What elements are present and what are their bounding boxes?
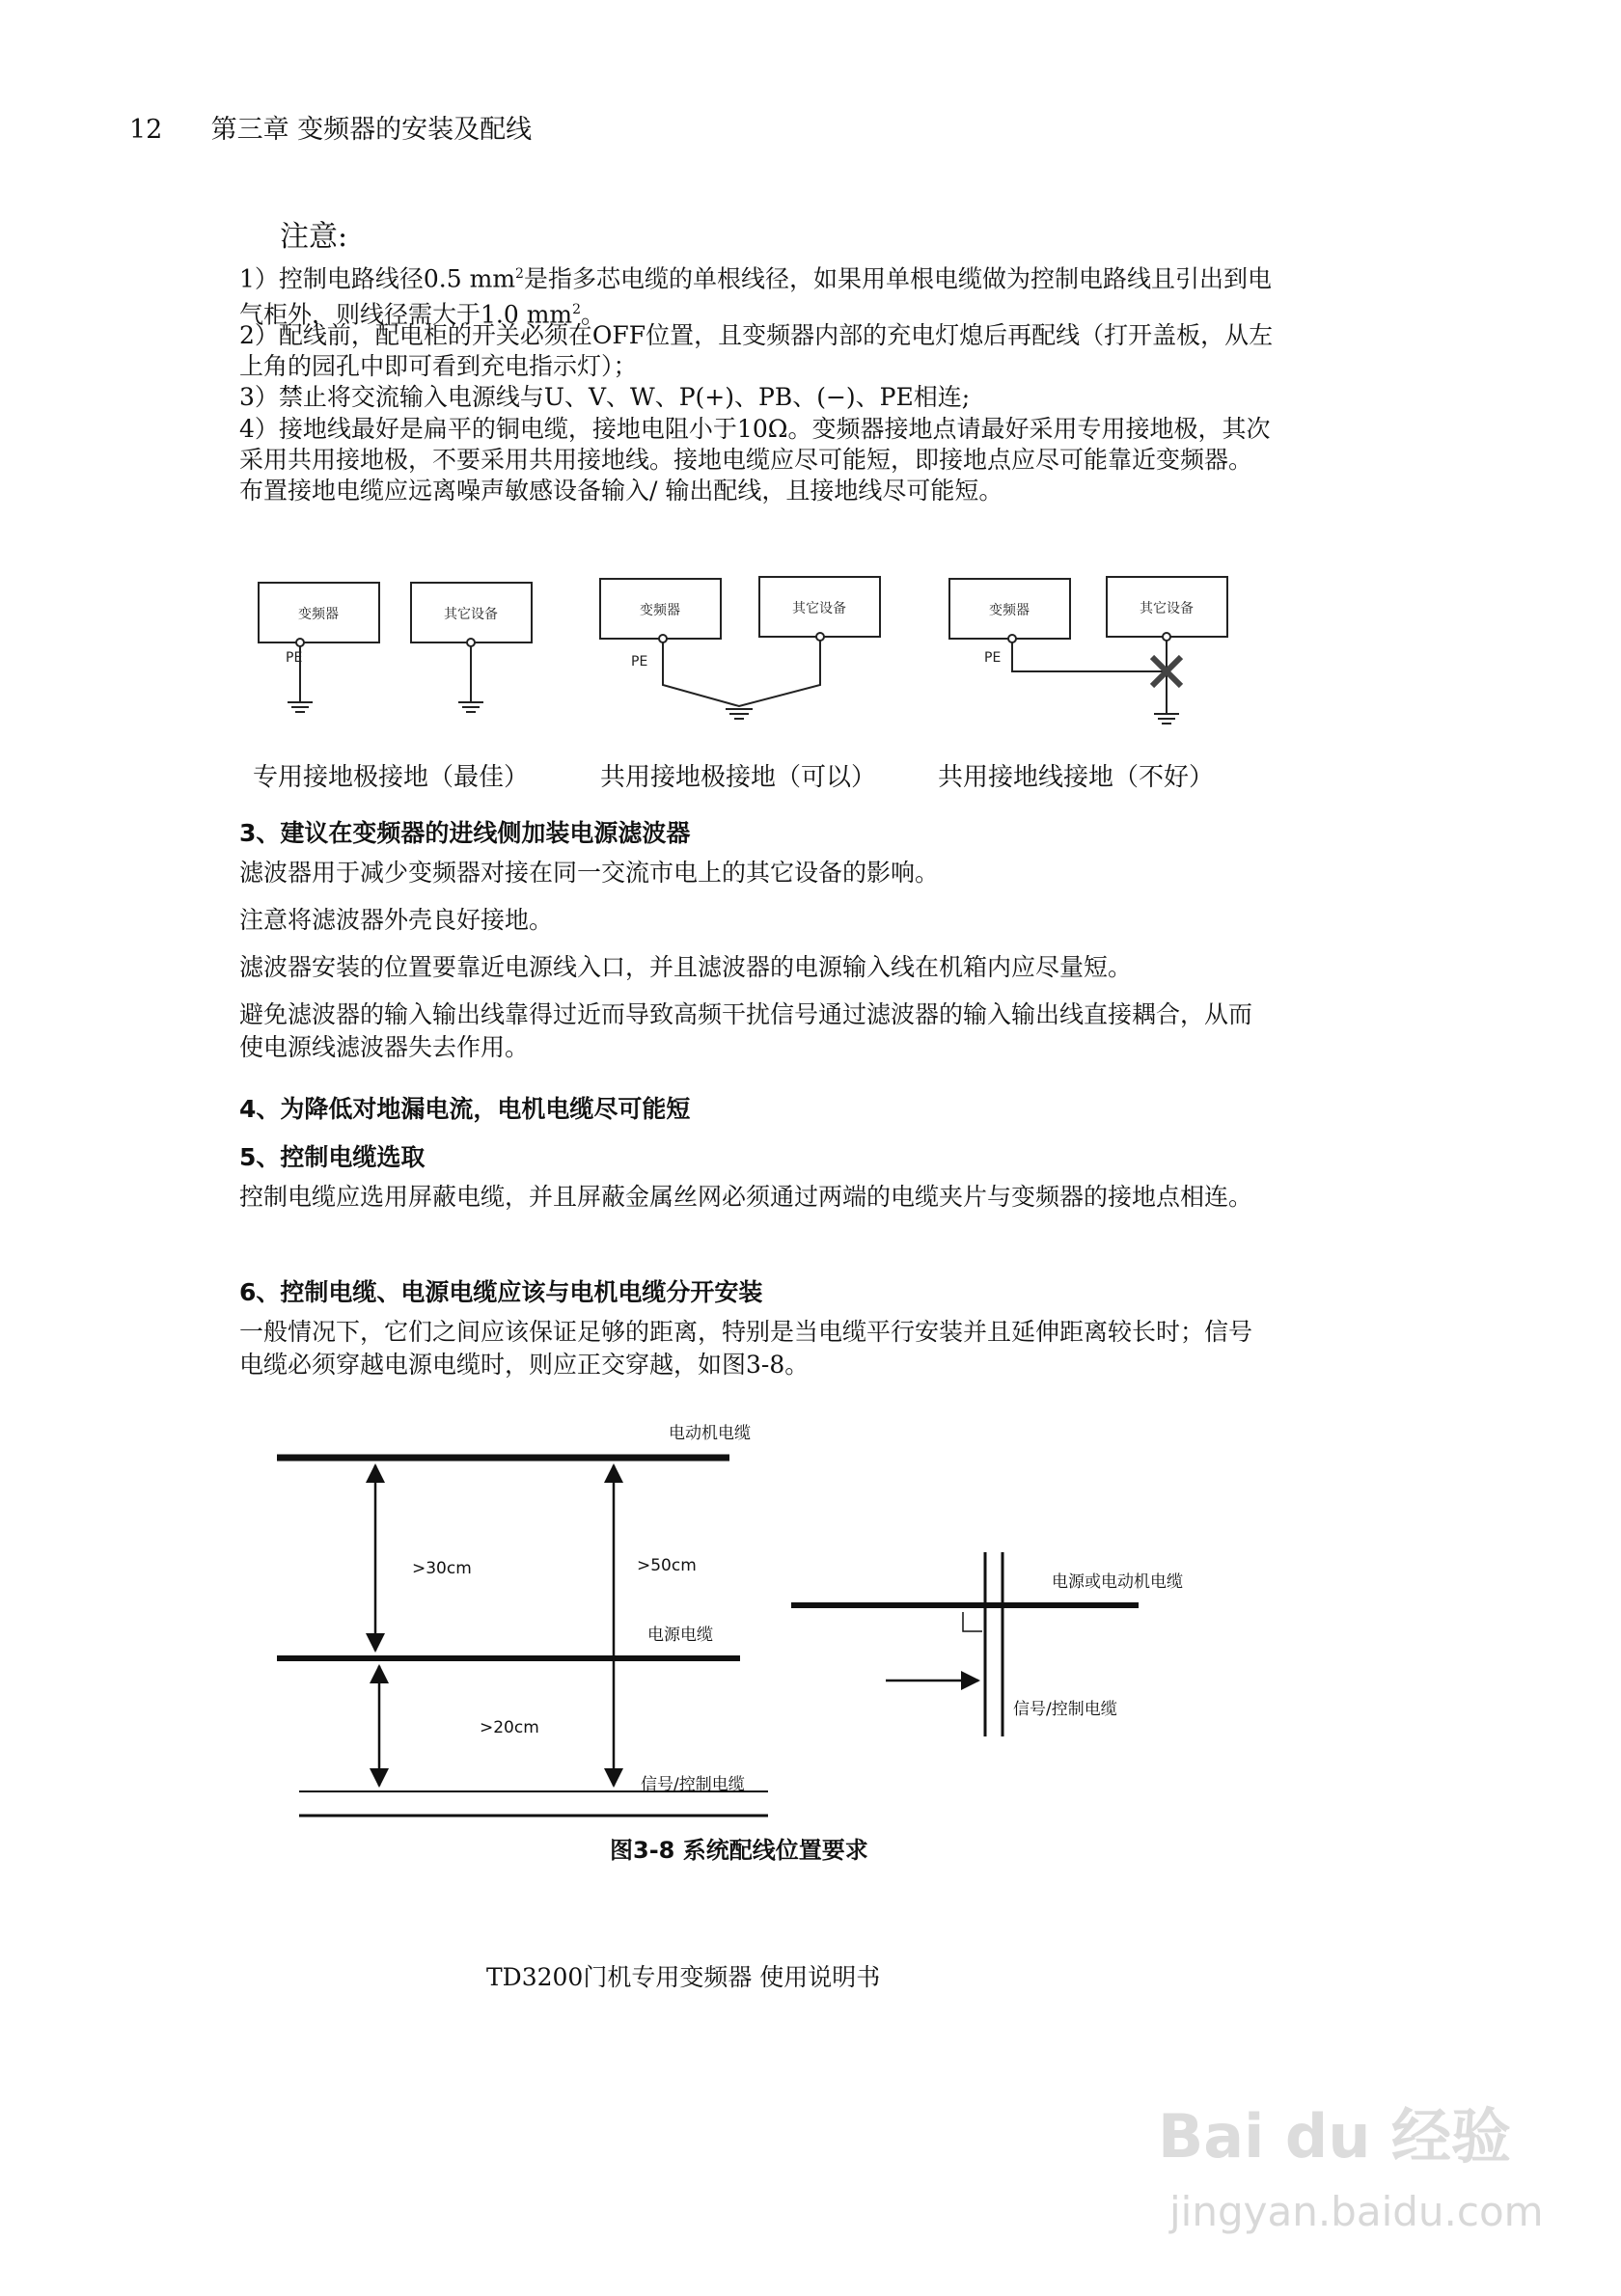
grounding-diagram — [232, 569, 1293, 743]
notice-title: 注意: — [280, 220, 348, 254]
section-5-para-1: 控制电缆应选用屏蔽电缆，并且屏蔽金属丝网必须通过两端的电缆夹片与变频器的接地点相连。 — [239, 1183, 1253, 1211]
grounding-caption-1: 专用接地极接地（最佳） — [253, 763, 530, 792]
section-3-para-3: 滤波器安装的位置要靠近电源线入口，并且滤波器的电源输入线在机箱内应尽量短。 — [239, 953, 1133, 981]
power-or-motor-cable-label: 电源或电动机电缆 — [1052, 1572, 1183, 1592]
pe-label-2: PE — [631, 654, 648, 670]
power-cable-label: 电源电缆 — [647, 1626, 713, 1645]
signal-cable-label: 信号/控制电缆 — [641, 1775, 745, 1794]
pe-label-3: PE — [984, 650, 1002, 666]
notice-item-4: 4）接地线最好是扁平的铜电缆，接地电阻小于10Ω。变频器接地点请最好采用专用接地极，其次采用共用接地极，不要采用共用接地线。接地电缆应尽可能短，即接地点应尽可能靠近变频器。布置接地电缆应远离噪声敏感设备输入/ 输出配线，且接地线尽可能短。 — [239, 415, 1271, 505]
page-number: 12 — [129, 115, 163, 145]
inverter-label-3: 变频器 — [989, 603, 1030, 618]
ground-symbol-1 — [288, 702, 313, 712]
section-3-para-1: 滤波器用于减少变频器对接在同一交流市电上的其它设备的影响。 — [239, 859, 940, 887]
other-label-1: 其它设备 — [444, 607, 498, 622]
signal-cable-right-label: 信号/控制电缆 — [1013, 1700, 1117, 1719]
dist-30-label: >30cm — [412, 1559, 472, 1578]
chapter-title: 第三章 变频器的安装及配线 — [210, 115, 533, 145]
section-3-para-4: 避免滤波器的输入输出线靠得过近而导致高频干扰信号通过滤波器的输入输出线直接耦合，从而使电源线滤波器失去作用。 — [239, 1000, 1253, 1061]
section-6-title: 6、控制电缆、电源电缆应该与电机电缆分开安装 — [239, 1278, 763, 1306]
right-angle-mark — [963, 1612, 982, 1631]
dist-50-label: >50cm — [637, 1556, 697, 1575]
motor-cable-label: 电动机电缆 — [669, 1424, 751, 1443]
watermark-url: jingyan.baidu.com — [1169, 2188, 1544, 2235]
notice-item-3: 3）禁止将交流输入电源线与U、V、W、P(+)、PB、(−)、PE相连; — [239, 383, 971, 411]
watermark-logo: Bai du 经验 — [1158, 2101, 1512, 2172]
ground-symbol-3 — [726, 709, 753, 719]
grounding-caption-2: 共用接地极接地（可以） — [600, 763, 877, 792]
page-header — [129, 108, 532, 146]
inverter-label-2: 变频器 — [640, 603, 680, 618]
figure-caption: 图3-8 系统配线位置要求 — [610, 1837, 868, 1864]
section-3-para-2: 注意将滤波器外壳良好接地。 — [239, 906, 554, 934]
ground-symbol-2 — [458, 702, 483, 712]
dist-20-label: >20cm — [480, 1718, 539, 1737]
ground-symbol-4 — [1154, 714, 1179, 724]
other-label-2: 其它设备 — [792, 601, 846, 616]
wiring-figure — [0, 1404, 1621, 1828]
section-4-title: 4、为降低对地漏电流，电机电缆尽可能短 — [239, 1095, 691, 1123]
notice-item-1: 1）控制电路线径0.5 $mm^2$是指多芯电缆的单根线径，如果用单根电缆做为控制电路线且引出到电气柜外，则线径需大于1.0 $mm^2$。 — [239, 264, 1272, 329]
section-5-title: 5、控制电缆选取 — [239, 1143, 426, 1171]
page-footer: TD3200门机专用变频器 使用说明书 — [486, 1963, 881, 1991]
grounding-caption-3: 共用接地线接地（不好） — [938, 763, 1215, 792]
section-3-title: 3、建议在变频器的进线侧加装电源滤波器 — [239, 819, 691, 847]
inverter-label-1: 变频器 — [298, 607, 339, 622]
section-6-para-1: 一般情况下，它们之间应该保证足够的距离，特别是当电缆平行安装并且延伸距离较长时；信号电缆必须穿越电源电缆时，则应正交穿越，如图3-8。 — [239, 1318, 1253, 1379]
pe-label-1: PE — [286, 650, 303, 666]
notice-item-2: 2）配线前，配电柜的开关必须在OFF位置，且变频器内部的充电灯熄后再配线（打开盖板，从左上角的园孔中即可看到充电指示灯）； — [239, 321, 1274, 380]
other-label-3: 其它设备 — [1140, 601, 1194, 616]
